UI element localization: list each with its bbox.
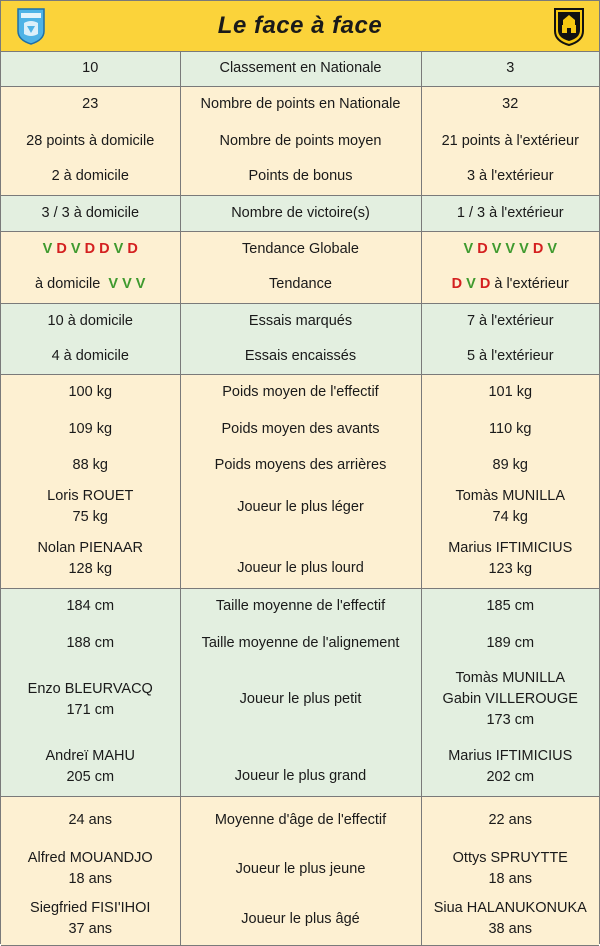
table-row — [1, 588, 599, 625]
right-value: 3 — [421, 52, 599, 86]
left-trend — [1, 231, 180, 267]
trend-prefix: à domicile — [35, 276, 101, 293]
player-name: Tomàs MUNILLA — [455, 670, 566, 686]
row-label: Joueur le plus grand — [180, 738, 421, 796]
win-letter: V — [42, 240, 53, 257]
left-value: 10 — [1, 52, 180, 86]
player-value: 205 cm — [66, 768, 115, 785]
team-crest-icon — [539, 6, 599, 46]
section-poids — [1, 374, 599, 588]
loss-letter: D — [99, 240, 110, 257]
right-value: 3 à l'extérieur — [421, 159, 599, 195]
table-row — [1, 483, 599, 531]
left-value: 3 / 3 à domicile — [1, 195, 180, 231]
left-value: 184 cm — [1, 588, 180, 625]
player-value: 37 ans — [68, 921, 113, 938]
loss-letter: D — [532, 240, 544, 257]
row-label: Tendance — [180, 267, 421, 303]
loss-letter: D — [451, 276, 463, 293]
left-value: 88 kg — [1, 447, 180, 483]
right-player — [421, 531, 599, 588]
row-label: Joueur le plus léger — [180, 483, 421, 531]
row-label: Poids moyen de l'effectif — [180, 374, 421, 411]
section-points — [1, 86, 599, 195]
right-value: 7 à l'extérieur — [421, 303, 599, 339]
table-row — [1, 447, 599, 483]
table-row — [1, 738, 599, 796]
section-age — [1, 796, 599, 945]
player-value: 173 cm — [486, 712, 535, 728]
player-value: 75 kg — [72, 509, 108, 525]
row-label: Essais encaissés — [180, 339, 421, 374]
left-value: 24 ans — [1, 796, 180, 844]
player-value: 171 cm — [66, 701, 115, 718]
right-value: 189 cm — [421, 625, 599, 661]
row-label: Joueur le plus petit — [180, 661, 421, 738]
right-value: 110 kg — [421, 411, 599, 447]
header — [1, 1, 599, 52]
row-label: Tendance Globale — [180, 231, 421, 267]
left-value: 188 cm — [1, 625, 180, 661]
loss-letter: D — [127, 240, 138, 257]
row-label: Taille moyenne de l'effectif — [180, 588, 421, 625]
row-label: Joueur le plus lourd — [180, 531, 421, 588]
trend-letters — [452, 276, 491, 292]
player-name-2: Gabin VILLEROUGE — [442, 691, 578, 707]
section-essais — [1, 303, 599, 374]
player-value: 123 kg — [488, 561, 533, 578]
left-value: 2 à domicile — [1, 159, 180, 195]
row-label: Joueur le plus jeune — [180, 844, 421, 894]
right-value: 89 kg — [421, 447, 599, 483]
comparison-table — [1, 52, 599, 946]
win-letter: V — [108, 276, 119, 293]
table-row — [1, 411, 599, 447]
player-name: Andreï MAHU — [45, 747, 135, 764]
player-name: Marius IFTIMICIUS — [448, 540, 573, 557]
row-label: Nombre de points en Nationale — [180, 86, 421, 123]
table-row — [1, 123, 599, 159]
table-row — [1, 195, 599, 231]
table-row — [1, 374, 599, 411]
section-victoires — [1, 195, 599, 231]
win-letter: V — [547, 240, 557, 257]
left-value: 10 à domicile — [1, 303, 180, 339]
player-value: 18 ans — [68, 871, 113, 887]
trend-letters — [108, 276, 145, 292]
player-value: 18 ans — [488, 871, 533, 887]
left-player — [1, 738, 180, 796]
win-letter: V — [135, 276, 146, 293]
trend-suffix: à l'extérieur — [494, 276, 569, 293]
left-value: 100 kg — [1, 374, 180, 411]
player-name: Alfred MOUANDJO — [27, 850, 153, 866]
win-letter: V — [463, 240, 474, 257]
player-value: 128 kg — [68, 561, 113, 578]
loss-letter: D — [479, 276, 491, 293]
right-player — [421, 661, 599, 738]
player-name: Nolan PIENAAR — [37, 540, 144, 557]
team-shield-icon — [1, 7, 61, 45]
row-label: Essais marqués — [180, 303, 421, 339]
table-row — [1, 159, 599, 195]
win-letter: V — [505, 240, 516, 257]
win-letter: V — [519, 240, 529, 257]
left-value: 23 — [1, 86, 180, 123]
row-label: Taille moyenne de l'alignement — [180, 625, 421, 661]
loss-letter: D — [56, 240, 67, 257]
table-row — [1, 796, 599, 844]
table-row — [1, 267, 599, 303]
table-row — [1, 531, 599, 588]
right-player — [421, 894, 599, 945]
row-label: Points de bonus — [180, 159, 421, 195]
player-name: Enzo BLEURVACQ — [27, 680, 153, 697]
left-player — [1, 661, 180, 738]
win-letter: V — [122, 276, 132, 293]
table-row — [1, 894, 599, 945]
right-value: 1 / 3 à l'extérieur — [421, 195, 599, 231]
win-letter: V — [113, 240, 124, 257]
player-value: 202 cm — [486, 768, 535, 785]
right-value: 22 ans — [421, 796, 599, 844]
right-value: 185 cm — [421, 588, 599, 625]
player-name: Ottys SPRUYTTE — [452, 850, 568, 866]
table-row — [1, 231, 599, 267]
left-value: 28 points à domicile — [1, 123, 180, 159]
row-label: Nombre de points moyen — [180, 123, 421, 159]
player-name: Siegfried FISI'IHOI — [30, 900, 151, 917]
left-player — [1, 531, 180, 588]
section-tendance — [1, 231, 599, 303]
table-row — [1, 339, 599, 374]
left-player — [1, 483, 180, 531]
right-trend — [421, 231, 599, 267]
section-classement — [1, 52, 599, 86]
row-label: Poids moyen des avants — [180, 411, 421, 447]
row-label: Joueur le plus âgé — [180, 894, 421, 945]
win-letter: V — [466, 276, 476, 293]
right-player — [421, 483, 599, 531]
section-taille — [1, 588, 599, 796]
page-title: Le face à face — [217, 12, 383, 39]
row-label: Poids moyens des arrières — [180, 447, 421, 483]
win-letter: V — [491, 240, 502, 257]
table-row — [1, 303, 599, 339]
left-player — [1, 894, 180, 945]
player-name: Loris ROUET — [47, 488, 134, 504]
left-value: 4 à domicile — [1, 339, 180, 374]
win-letter: V — [70, 240, 81, 257]
left-trend-home — [1, 267, 180, 303]
player-value: 74 kg — [492, 509, 528, 525]
player-name: Siua HALANUKONUKA — [433, 900, 587, 917]
row-label: Moyenne d'âge de l'effectif — [180, 796, 421, 844]
row-label: Classement en Nationale — [180, 52, 421, 86]
table-row — [1, 625, 599, 661]
right-player — [421, 738, 599, 796]
player-name: Tomàs MUNILLA — [455, 488, 566, 504]
right-player — [421, 844, 599, 894]
right-value: 21 points à l'extérieur — [421, 123, 599, 159]
table-row — [1, 52, 599, 86]
right-value: 101 kg — [421, 374, 599, 411]
player-name: Marius IFTIMICIUS — [448, 747, 573, 764]
right-trend-away — [421, 267, 599, 303]
left-player — [1, 844, 180, 894]
right-value: 5 à l'extérieur — [421, 339, 599, 374]
player-value: 38 ans — [488, 921, 533, 938]
right-value: 32 — [421, 86, 599, 123]
loss-letter: D — [84, 240, 96, 257]
table-row — [1, 86, 599, 123]
row-label: Nombre de victoire(s) — [180, 195, 421, 231]
table-row — [1, 844, 599, 894]
loss-letter: D — [477, 240, 488, 257]
left-value: 109 kg — [1, 411, 180, 447]
table-row — [1, 661, 599, 738]
